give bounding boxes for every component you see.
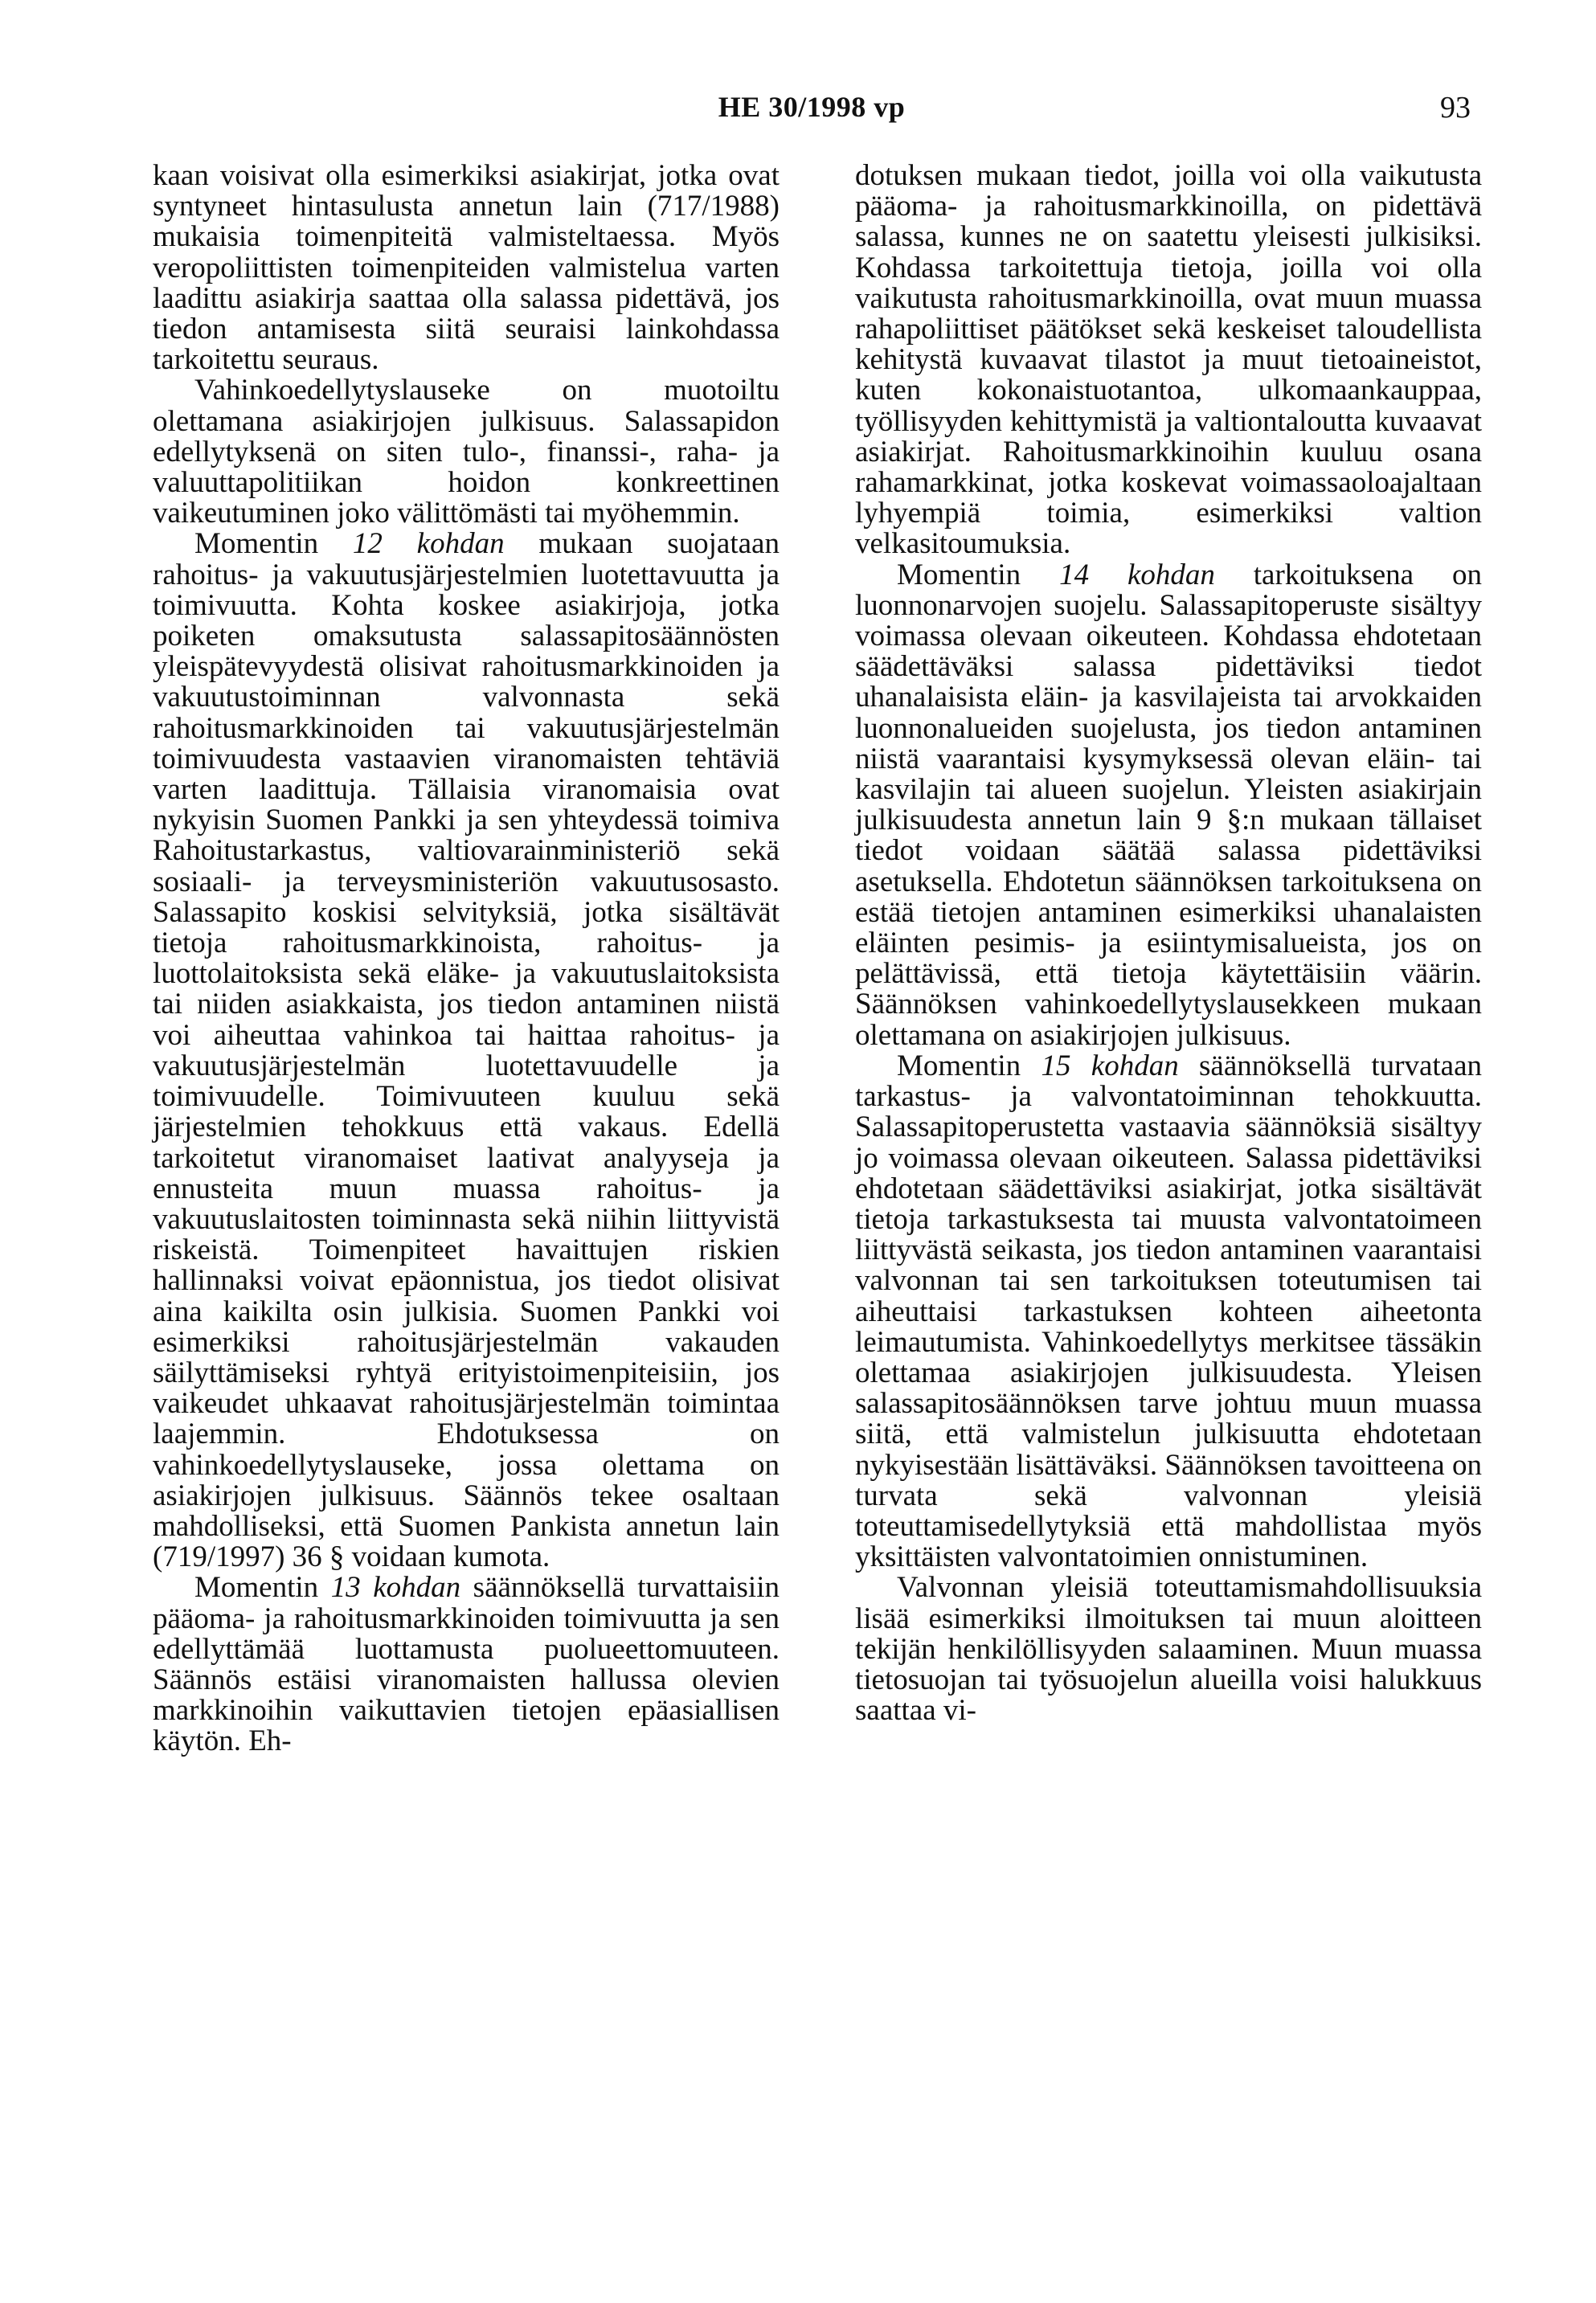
page-header	[153, 90, 1471, 138]
paragraph	[153, 529, 780, 1573]
paragraph-body: tarkoituksena on luonnonarvojen suojelu. Salassapitoperuste sisältyy voimassa olevaan oikeuteen. Kohdassa ehdotetaan säädettäväksi salassa pidettäviksi tiedot uhanalaisista eläin- ja kasvilajeista tai arvokkaiden luonnonalueiden suojelusta, jos tiedon antaminen niistä vaarantaisi kysymyksessä olevan eläin- tai kasvilajin tai alueen suojelun. Yleisten asiakirjain julkisuudesta annetun lain 9 §:n mukaan tällaiset tiedot voidaan säätää salassa pidettäviksi asetuksella. Ehdotetun säännöksen tarkoituksena on estää tietojen antaminen esimerkiksi uhanalaisten eläinten pesimis- ja esiintymisalueista, jos on pelättävissä, että tietoja käytettäisiin väärin. Säännöksen vahinkoedellytyslausekkeen mukaan olettamana on asiakirjojen julkisuus.	[855, 558, 1482, 1052]
paragraph-body: säännöksellä turvataan tarkastus- ja valvontatoiminnan tehokkuutta. Salassapitoperustetta vastaavia säännöksiä sisältyy jo voimassa olevaan oikeuteen. Salassa pidettäviksi ehdotetaan säädettäviksi asiakirjat, jotka sisältävät tietoja tarkastuksesta tai muusta valvontatoimeen liittyvästä seikasta, jos tiedon antaminen vaarantaisi valvonnan tai sen tarkoituksen toteutumisen tai aiheuttaisi tarkastuksen kohteen aiheetonta leimautumista. Vahinkoedellytys merkitsee tässäkin olettamaa asiakirjojen julkisuudesta. Yleisen salassapitosäännöksen tarve johtuu muun muassa siitä, että valmistelun julkisuutta ehdotetaan nykyisestään lisättäväksi. Säännöksen tavoitteena on turvata sekä valvonnan yleisiä toteuttamisedellytyksiä että mahdollistaa myös yksittäisten valvontatoimien onnistuminen.	[855, 1049, 1482, 1574]
paragraph	[153, 1573, 780, 1757]
paragraph-lead: Momentin	[194, 1571, 331, 1605]
paragraph: dotuksen mukaan tiedot, joilla voi olla vaikutusta pääoma- ja rahoitusmarkkinoilla, on pidettävä salassa, kunnes ne on saatettu yleisesti julkisiksi. Kohdassa tarkoitettuja tietoja, joilla voi olla vaikutusta rahoitusmarkkinoilla, ovat muun muassa rahapoliittiset päätökset sekä keskeiset taloudellista kehitystä kuvaavat tilastot ja muut tietoaineistot, kuten kokonaistuotantoa, ulkomaankauppaa, työllisyyden kehittymistä ja valtiontaloutta kuvaavat asiakirjat. Rahoitusmarkkinoihin kuuluu osana rahamarkkinat, jotka koskevat voimassaoloajaltaan lyhyempiä toimia, esimerkiksi valtion velkasitoumuksia.	[855, 159, 1482, 561]
paragraph-body: mukaan suojataan rahoitus- ja vakuutusjärjestelmien luotettavuutta ja toimivuutta. Kohta koskee asiakirjoja, jotka poiketen omaksutusta salassapitosäännösten yleispätevyydestä olisivat rahoitusmarkkinoiden ja vakuutustoiminnan valvonnasta sekä rahoitusmarkkinoiden tai vakuutusjärjestelmän toimivuudesta vastaavien viranomaisten tehtäviä varten laadittuja. Tällaisia viranomaisia ovat nykyisin Suomen Pankki ja sen yhteydessä toimiva Rahoitustarkastus, valtiovarainministeriö sekä sosiaali- ja terveysministeriön vakuutusosasto. Salassapito koskisi selvityksiä, jotka sisältävät tietoja rahoitusmarkkinoista, rahoitus- ja luottolaitoksista sekä eläke- ja vakuutuslaitoksista tai niiden asiakkaista, jos tiedon antaminen niistä voi aiheuttaa vahinkoa tai haittaa rahoitus- ja vakuutusjärjestelmän luotettavuudelle ja toimivuudelle. Toimivuuteen kuuluu sekä järjestelmien tehokkuus että vakaus. Edellä tarkoitetut viranomaiset laativat analyyseja ja ennusteita muun muassa rahoitus- ja vakuutuslaitosten toiminnasta sekä niihin liittyvistä riskeistä. Toimenpiteet havaittujen riskien hallinnaksi voivat epäonnistua, jos tiedot olisivat aina kaikilta osin julkisia. Suomen Pankki voi esimerkiksi rahoitusjärjestelmän vakauden säilyttämiseksi ryhtyä erityistoimenpiteisiin, jos vaikeudet uhkaavat rahoitusjärjestelmän toimintaa laajemmin. Ehdotuksessa on vahinkoedellytyslauseke, jossa olettama on asiakirjojen julkisuus. Säännös tekee osaltaan mahdolliseksi, että Suomen Pankista annetun lain (719/1997) 36 § voidaan kumota.	[153, 527, 780, 1574]
paragraph: Vahinkoedellytyslauseke on muotoiltu olettamana asiakirjojen julkisuus. Salassapidon edellytyksenä on siten tulo-, finanssi-, raha- ja valuuttapolitiikan hoidon konkreettinen vaikeutuminen joko välittömästi tai myöhemmin.	[153, 374, 780, 530]
left-column	[153, 161, 780, 1757]
paragraph-body: säännöksellä turvattaisiin pääoma- ja rahoitusmarkkinoiden toimivuutta ja sen edellyttämää luottamusta puolueettomuuteen. Säännös estäisi viranomaisten hallussa olevien markkinoihin vaikuttavien tietojen epäasiallisen käytön. Eh-	[153, 1571, 780, 1758]
paragraph-lead: Momentin	[194, 527, 353, 561]
section-reference: 12 kohdan	[352, 527, 505, 561]
paragraph: kaan voisivat olla esimerkiksi asiakirjat, jotka ovat syntyneet hintasulusta annetun lain (717/1988) mukaisia toimenpiteitä valmisteltaessa. Myös veropoliittisten toimenpiteiden valmistelua varten laadittu asiakirja saattaa olla salassa pidettävä, jos tiedon antamisesta siitä seuraisi lainkohdassa tarkoitettu seuraus.	[153, 159, 780, 377]
section-reference: 13 kohdan	[330, 1571, 461, 1605]
paragraph	[855, 1051, 1482, 1573]
running-title: HE 30/1998 vp	[718, 91, 906, 123]
section-reference: 14 kohdan	[1059, 558, 1215, 591]
section-reference: 15 kohdan	[1041, 1049, 1179, 1082]
paragraph: Valvonnan yleisiä toteuttamismahdollisuuksia lisää esimerkiksi ilmoituksen tai muun aloitteen tekijän henkilöllisyyden salaaminen. Muun muassa tietosuojan tai työsuojelun alueilla voisi halukkuus saattaa vi-	[855, 1571, 1482, 1728]
right-column	[855, 161, 1482, 1726]
paragraph-lead: Momentin	[897, 1049, 1041, 1082]
paragraph	[855, 560, 1482, 1051]
paragraph-lead: Momentin	[897, 558, 1060, 591]
page-number: 93	[1440, 91, 1471, 125]
